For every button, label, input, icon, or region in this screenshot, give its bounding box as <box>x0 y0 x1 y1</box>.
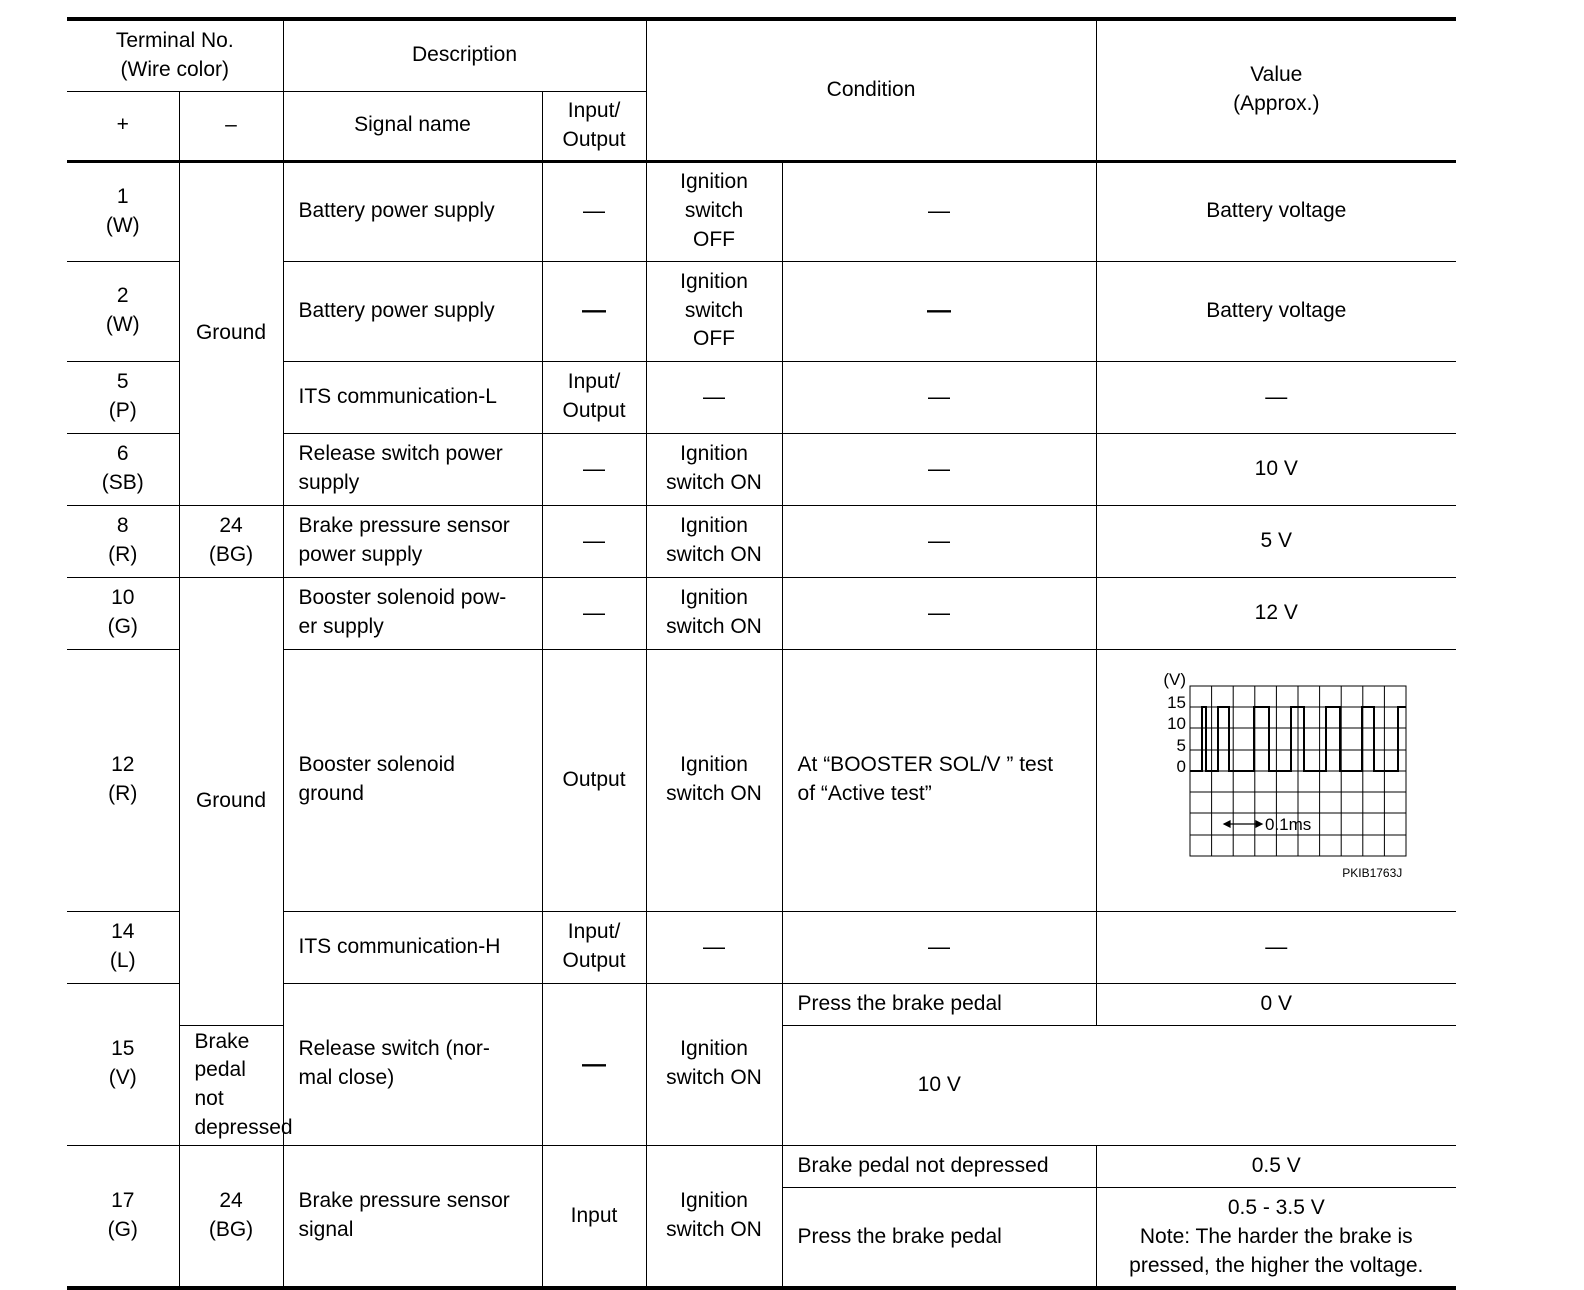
subcondition-cell: — <box>782 433 1096 505</box>
terminal-cell: 12 (R) <box>67 649 179 911</box>
header-value: Value (Approx.) <box>1096 19 1456 161</box>
signal-cell: Booster solenoid pow- er supply <box>283 577 542 649</box>
value-cell: 12 V <box>1096 577 1456 649</box>
signal-cell: Booster solenoid ground <box>283 649 542 911</box>
value-cell: 5 V <box>1096 505 1456 577</box>
waveform-tick: 10 <box>1167 713 1187 733</box>
ground-cell: Ground <box>179 161 283 505</box>
condition-cell: Ignition switch ON <box>646 577 782 649</box>
table-row <box>67 161 1456 261</box>
value-cell: Battery voltage <box>1096 261 1456 361</box>
condition-cell: Ignition switch ON <box>646 1146 782 1288</box>
subcondition-cell: — <box>782 361 1096 433</box>
subcondition-cell: — <box>782 161 1096 261</box>
io-cell: Output <box>542 649 646 911</box>
figure-code: PKIB1763J <box>1342 865 1403 880</box>
io-cell: — <box>542 161 646 261</box>
header-description: Description <box>283 19 646 91</box>
terminal-cell: 2 (W) <box>67 261 179 361</box>
terminal-cell: 14 (L) <box>67 911 179 983</box>
subcondition-cell: Press the brake pedal <box>782 983 1096 1025</box>
minus-terminal-cell: 24 (BG) <box>179 1146 283 1288</box>
terminal-cell: 15 (V) <box>67 983 179 1146</box>
terminal-spec-table <box>67 17 1456 1290</box>
value-cell: 10 V <box>1096 433 1456 505</box>
waveform-tick: 5 <box>1176 735 1187 755</box>
value-cell: Battery voltage <box>1096 161 1456 261</box>
waveform-time-label: 0.1ms <box>1265 814 1312 834</box>
ground-cell: Ground <box>179 577 283 1025</box>
minus-terminal-cell: 24 (BG) <box>179 505 283 577</box>
header-signal-name: Signal name <box>283 91 542 161</box>
terminal-cell: 8 (R) <box>67 505 179 577</box>
value-cell: 0.5 V <box>1096 1146 1456 1188</box>
condition-cell: Ignition switch ON <box>646 505 782 577</box>
waveform-unit: (V) <box>1163 672 1187 689</box>
value-cell: 0 V <box>1096 983 1456 1025</box>
condition-cell: Ignition switch ON <box>646 433 782 505</box>
value-cell: — <box>1096 361 1456 433</box>
subcondition-cell: Press the brake pedal <box>782 1188 1096 1288</box>
waveform-tick: 0 <box>1176 756 1187 776</box>
signal-cell: Release switch power supply <box>283 433 542 505</box>
io-cell: — <box>542 983 646 1146</box>
io-cell: — <box>542 433 646 505</box>
condition-cell: — <box>646 911 782 983</box>
signal-cell: ITS communication-L <box>283 361 542 433</box>
subcondition-cell: At “BOOSTER SOL/V ” test of “Active test” <box>782 649 1096 911</box>
value-cell: 0.5 - 3.5 V Note: The harder the brake is pressed, the higher the voltage. <box>1096 1188 1456 1288</box>
terminal-cell: 5 (P) <box>67 361 179 433</box>
header-input-output: Input/ Output <box>542 91 646 161</box>
subcondition-cell: Brake pedal not depressed <box>782 1146 1096 1188</box>
header-terminal: Terminal No. (Wire color) <box>67 19 283 91</box>
header-minus: – <box>179 91 283 161</box>
terminal-cell: 1 (W) <box>67 161 179 261</box>
table-row <box>67 577 1456 649</box>
condition-cell: Ignition switch OFF <box>646 161 782 261</box>
io-cell: — <box>542 261 646 361</box>
subcondition-cell: Brake pedal not depressed <box>179 1025 283 1146</box>
io-cell: Input/ Output <box>542 911 646 983</box>
signal-cell: ITS communication-H <box>283 911 542 983</box>
subcondition-cell: — <box>782 577 1096 649</box>
terminal-cell: 6 (SB) <box>67 433 179 505</box>
signal-cell: Release switch (nor- mal close) <box>283 983 542 1146</box>
signal-cell: Brake pressure sensor signal <box>283 1146 542 1288</box>
table-row <box>67 1146 1456 1188</box>
value-cell: 10 V <box>782 1025 1096 1146</box>
waveform-figure <box>1126 673 1426 888</box>
signal-cell: Battery power supply <box>283 161 542 261</box>
waveform-cell <box>1096 649 1456 911</box>
terminal-cell: 17 (G) <box>67 1146 179 1288</box>
subcondition-cell: — <box>782 505 1096 577</box>
condition-cell: Ignition switch ON <box>646 649 782 911</box>
io-cell: Input <box>542 1146 646 1288</box>
io-cell: — <box>542 577 646 649</box>
time-scale-arrow <box>1224 821 1262 827</box>
io-cell: — <box>542 505 646 577</box>
condition-cell: — <box>646 361 782 433</box>
waveform-tick: 15 <box>1167 692 1187 712</box>
value-cell: — <box>1096 911 1456 983</box>
condition-cell: Ignition switch OFF <box>646 261 782 361</box>
io-cell: Input/ Output <box>542 361 646 433</box>
table-row <box>67 505 1456 577</box>
subcondition-cell: — <box>782 261 1096 361</box>
header-plus: + <box>67 91 179 161</box>
waveform-graph <box>1126 673 1426 888</box>
terminal-cell: 10 (G) <box>67 577 179 649</box>
condition-cell: Ignition switch ON <box>646 983 782 1146</box>
signal-cell: Battery power supply <box>283 261 542 361</box>
subcondition-cell: — <box>782 911 1096 983</box>
signal-cell: Brake pressure sensor power supply <box>283 505 542 577</box>
header-condition: Condition <box>646 19 1096 161</box>
